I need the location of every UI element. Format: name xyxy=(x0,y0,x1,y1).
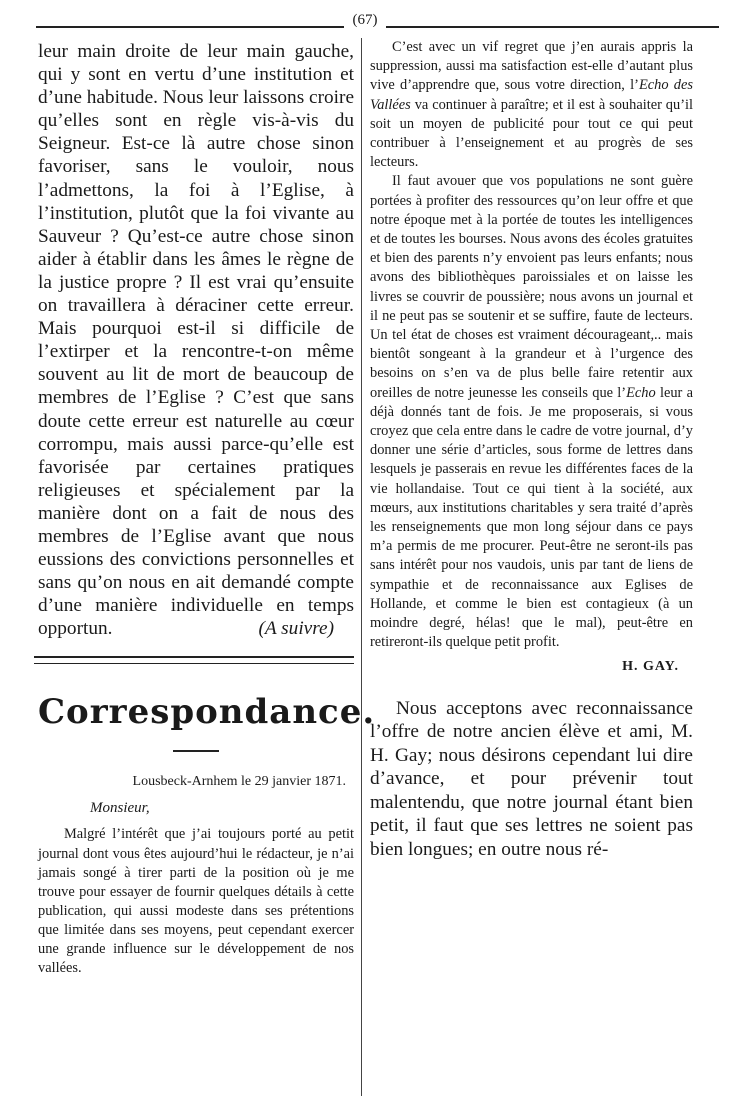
essay-text: leur main droite de leur main gauche, qui y sont en vertu d’une institution et d’une habitude. Nous leur laissons croire qu’elles sont en règle vis-à-vis du Seigneur. Est-ce là autre chose sinon favoriser, sans le vouloir, nous l’admettons, la foi à l’Eglise, à l’institution, plutôt que la foi vivante au Sauveur ? Qu’est-ce autre chose sinon aider à établir dans les âmes le règne de la justice propre ? Il est vrai qu’ensuite on travaillera à déraciner cette erreur. Mais pourquoi est-il si difficile de l’extirper et la rencontre-t-on même souvent au lit de mort de beaucoup de membres de l’Eglise ? C’est que sans doute cette erreur est naturelle au cœur corrompu, mais aussi parce-qu’elle est favorisée par certaines pratiques religieuses et spécialement par la manière dont on a fait de nous des membres de l’Eglise avant que nous eussions des convictions personnelles et sans qu’on nous en ait demandé compte d’une manière individuelle en temps opportun. xyxy=(38,41,354,640)
continuation-note: (A suivre) xyxy=(258,618,334,640)
letter-paragraph-1: Malgré l’intérêt que j’ai toujours porté au petit journal dont vous êtes aujourd’hui le rédacteur, je n’ai jamais songé à tirer parti de la position où je me trouve pour essayer de fournir quelques détails à cette publication, qui aussi modeste dans ses prétentions que limitée dans ses moyens, peut cependant exercer une grande influence sur le développement de nos vallées. xyxy=(38,826,354,977)
page-number: (67) xyxy=(344,12,386,29)
letter-body-start xyxy=(38,825,354,978)
letter-signature: H. GAY. xyxy=(622,658,679,674)
letter-body-continued xyxy=(370,38,693,653)
left-column xyxy=(38,40,376,978)
right-column xyxy=(370,38,693,862)
newspaper-title: Echo des Vallées xyxy=(370,77,693,113)
letter-paragraph-3 xyxy=(370,172,693,652)
editor-note xyxy=(370,697,693,862)
editor-note-paragraph: Nous acceptons avec reconnaissance l’offre de notre ancien élève et ami, M. H. Gay; nous désirons cependant lui dire d’avance, et pour prévenir tout malentendu, que notre journal étant bien petit, il faut que ses lettres ne soient pas bien longues; en outre nous ré- xyxy=(370,697,693,861)
letter-paragraph-2-text-b: va continuer à paraître; et il est à souhaiter qu’il soit un moyen de publicité pour tout ce qui peut contribuer à l’enseignement et au progrès de ses lecteurs. xyxy=(370,96,693,171)
column-divider xyxy=(361,38,362,1096)
section-divider xyxy=(34,656,354,664)
letter-date-line: Lousbeck-Arnhem le 29 janvier 1871. xyxy=(132,774,346,790)
letter-paragraph-3-text-a: Il faut avouer que vos populations ne sont guère portées à profiter des ressources qu’on leur offre et que notre époque met à la portée de toutes les intelligences et de toutes les bourses. Nous avons des écoles gratuites et bien des parents n’y envoient pas leurs enfants; nous avons des bibliothèques paroissiales et on laisse les livres se couvrir de poussière; nous avons un journal et il ne peut pas se soutenir et se suffire, faute de lecteurs. Un tel état de choses est vraiment décourageant,.. mais bientôt songeant à la grandeur et à l’urgence des besoins on s’en va de plus belle faire retentir aux oreilles de notre jeunesse les conseils que l’ xyxy=(370,173,693,401)
newspaper-short-title: Echo xyxy=(626,384,656,401)
letter-paragraph-2 xyxy=(370,38,693,172)
letter-salutation: Monsieur, xyxy=(90,800,150,817)
letter-paragraph-2-text-a: C’est avec un vif regret que j’en aurais appris la suppression, aussi ma satisfaction est-elle d’autant plus vive d’apprendre que, sous votre direction, l’ xyxy=(370,39,693,94)
title-underline xyxy=(173,750,219,752)
section-title: Correspondance. xyxy=(38,692,376,733)
essay-paragraph xyxy=(38,40,354,640)
essay-continuation xyxy=(38,40,354,640)
letter-paragraph-3-text-b: leur a déjà donnés tant de fois. Je me proposerais, si vous croyez que cela entre dans le cadre de votre journal, d’y donner une série d’articles, sous forme de lettres dans lesquels je passerais en revue les différentes faces de la vie hollandaise. Tout ce qui tient à la société, aux mœurs, aux institutions charitables y sera traité d’après les renseignements que mon long séjour dans ce pays m’a permis de me procurer. Peut-être ne seront-ils pas sans intérêt pour nos vaudois, unis par tant de liens de sympathie et de reconnaissance aux Eglises de Hollande, et comme le bien est contagieux (à un moindre degré, hélas! que le mal), peut-être en retireront-ils quelque petit profit. xyxy=(370,384,693,651)
